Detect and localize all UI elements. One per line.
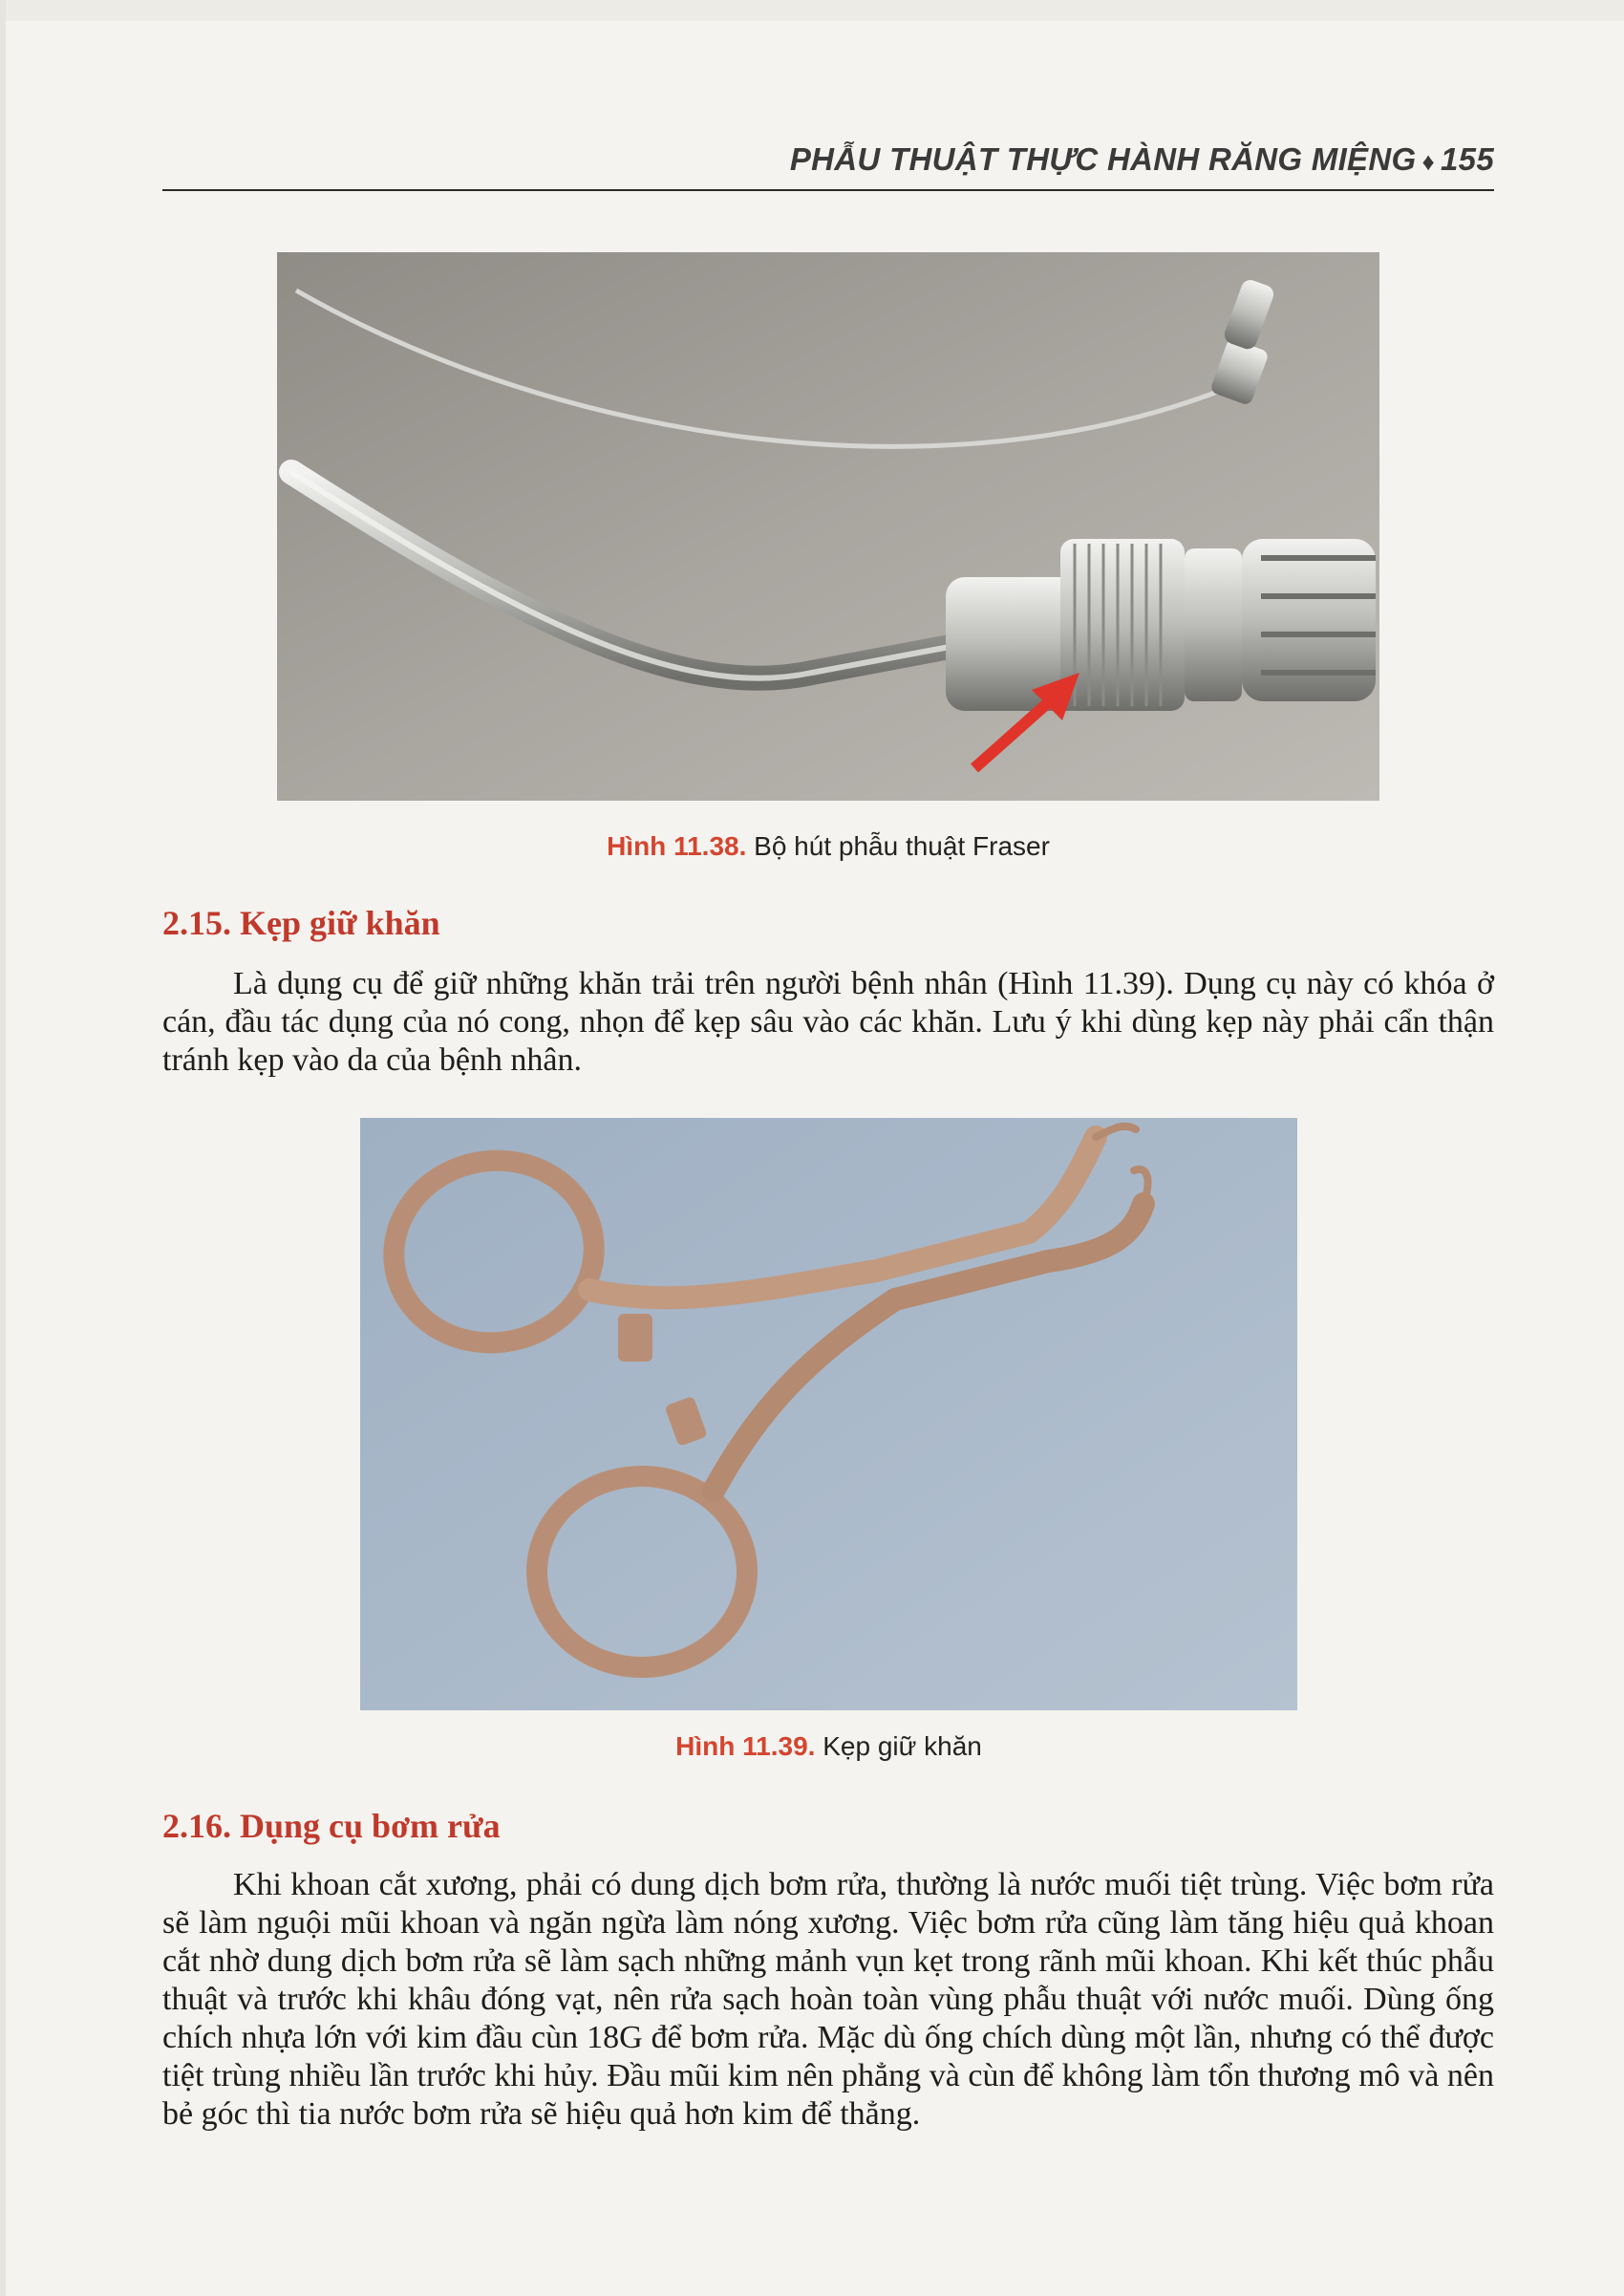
figure-caption-text: Bộ hút phẫu thuật Fraser — [754, 831, 1050, 861]
paragraph-text: Khi khoan cắt xương, phải có dung dịch bơm rửa, thường là nước muối tiệt trùng. Việc bơm rửa sẽ làm nguội mũi khoan và ngăn ngừa làm nóng xương. Việc bơm rửa cũng làm tăng hiệu quả khoan cắt nhờ dung dịch bơm rửa sẽ làm sạch những mảnh vụn kẹt trong rãnh mũi khoan. Khi kết thúc phẫu thuật và trước khi khâu đóng vạt, nên rửa sạch hoàn toàn vùng phẫu thuật với nước muối. Dùng ống chích nhựa lớn với kim đầu cùn 18G để bơm rửa. Mặc dù ống chích dùng một lần, nhưng có thể được tiệt trùng nhiều lần trước khi hủy. Đầu mũi kim nên phẳng và cùn để không làm tổn thương mô và nên bẻ góc thì tia nước bơm rửa sẽ hiệu quả hơn kim để thẳng. — [162, 1867, 1494, 2132]
figure-caption — [360, 1731, 1297, 1762]
figure-caption-text: Kẹp giữ khăn — [823, 1731, 982, 1761]
figure-number: Hình 11.39. — [675, 1731, 816, 1761]
section-heading: 2.16. Dụng cụ bơm rửa — [162, 1807, 501, 1845]
page-number: 155 — [1441, 141, 1494, 177]
fraser-suction-image — [277, 252, 1379, 801]
book-title: PHẪU THUẬT THỰC HÀNH RĂNG MIỆNG — [789, 141, 1417, 177]
towel-clamp-image — [360, 1118, 1297, 1710]
body-paragraph — [162, 965, 1494, 1080]
page-edge — [0, 0, 1624, 21]
header-title — [790, 141, 1494, 178]
page-edge — [0, 0, 6, 2296]
section-heading: 2.15. Kẹp giữ khăn — [162, 904, 440, 942]
figure-caption — [277, 831, 1379, 862]
figure-towel-clamp-photo — [360, 1118, 1297, 1710]
paragraph-text: Là dụng cụ để giữ những khăn trải trên người bệnh nhân (Hình 11.39). Dụng cụ này có khóa ở cán, đầu tác dụng của nó cong, nhọn để kẹp sâu vào các khăn. Lưu ý khi dùng kẹp này phải cẩn thận tránh kẹp vào da của bệnh nhân. — [162, 966, 1494, 1078]
figure-number: Hình 11.38. — [607, 831, 747, 861]
diamond-icon: ♦ — [1421, 147, 1436, 176]
running-header — [162, 134, 1494, 191]
figure-fraser-suction-photo — [277, 252, 1379, 801]
body-paragraph — [162, 1866, 1494, 2134]
